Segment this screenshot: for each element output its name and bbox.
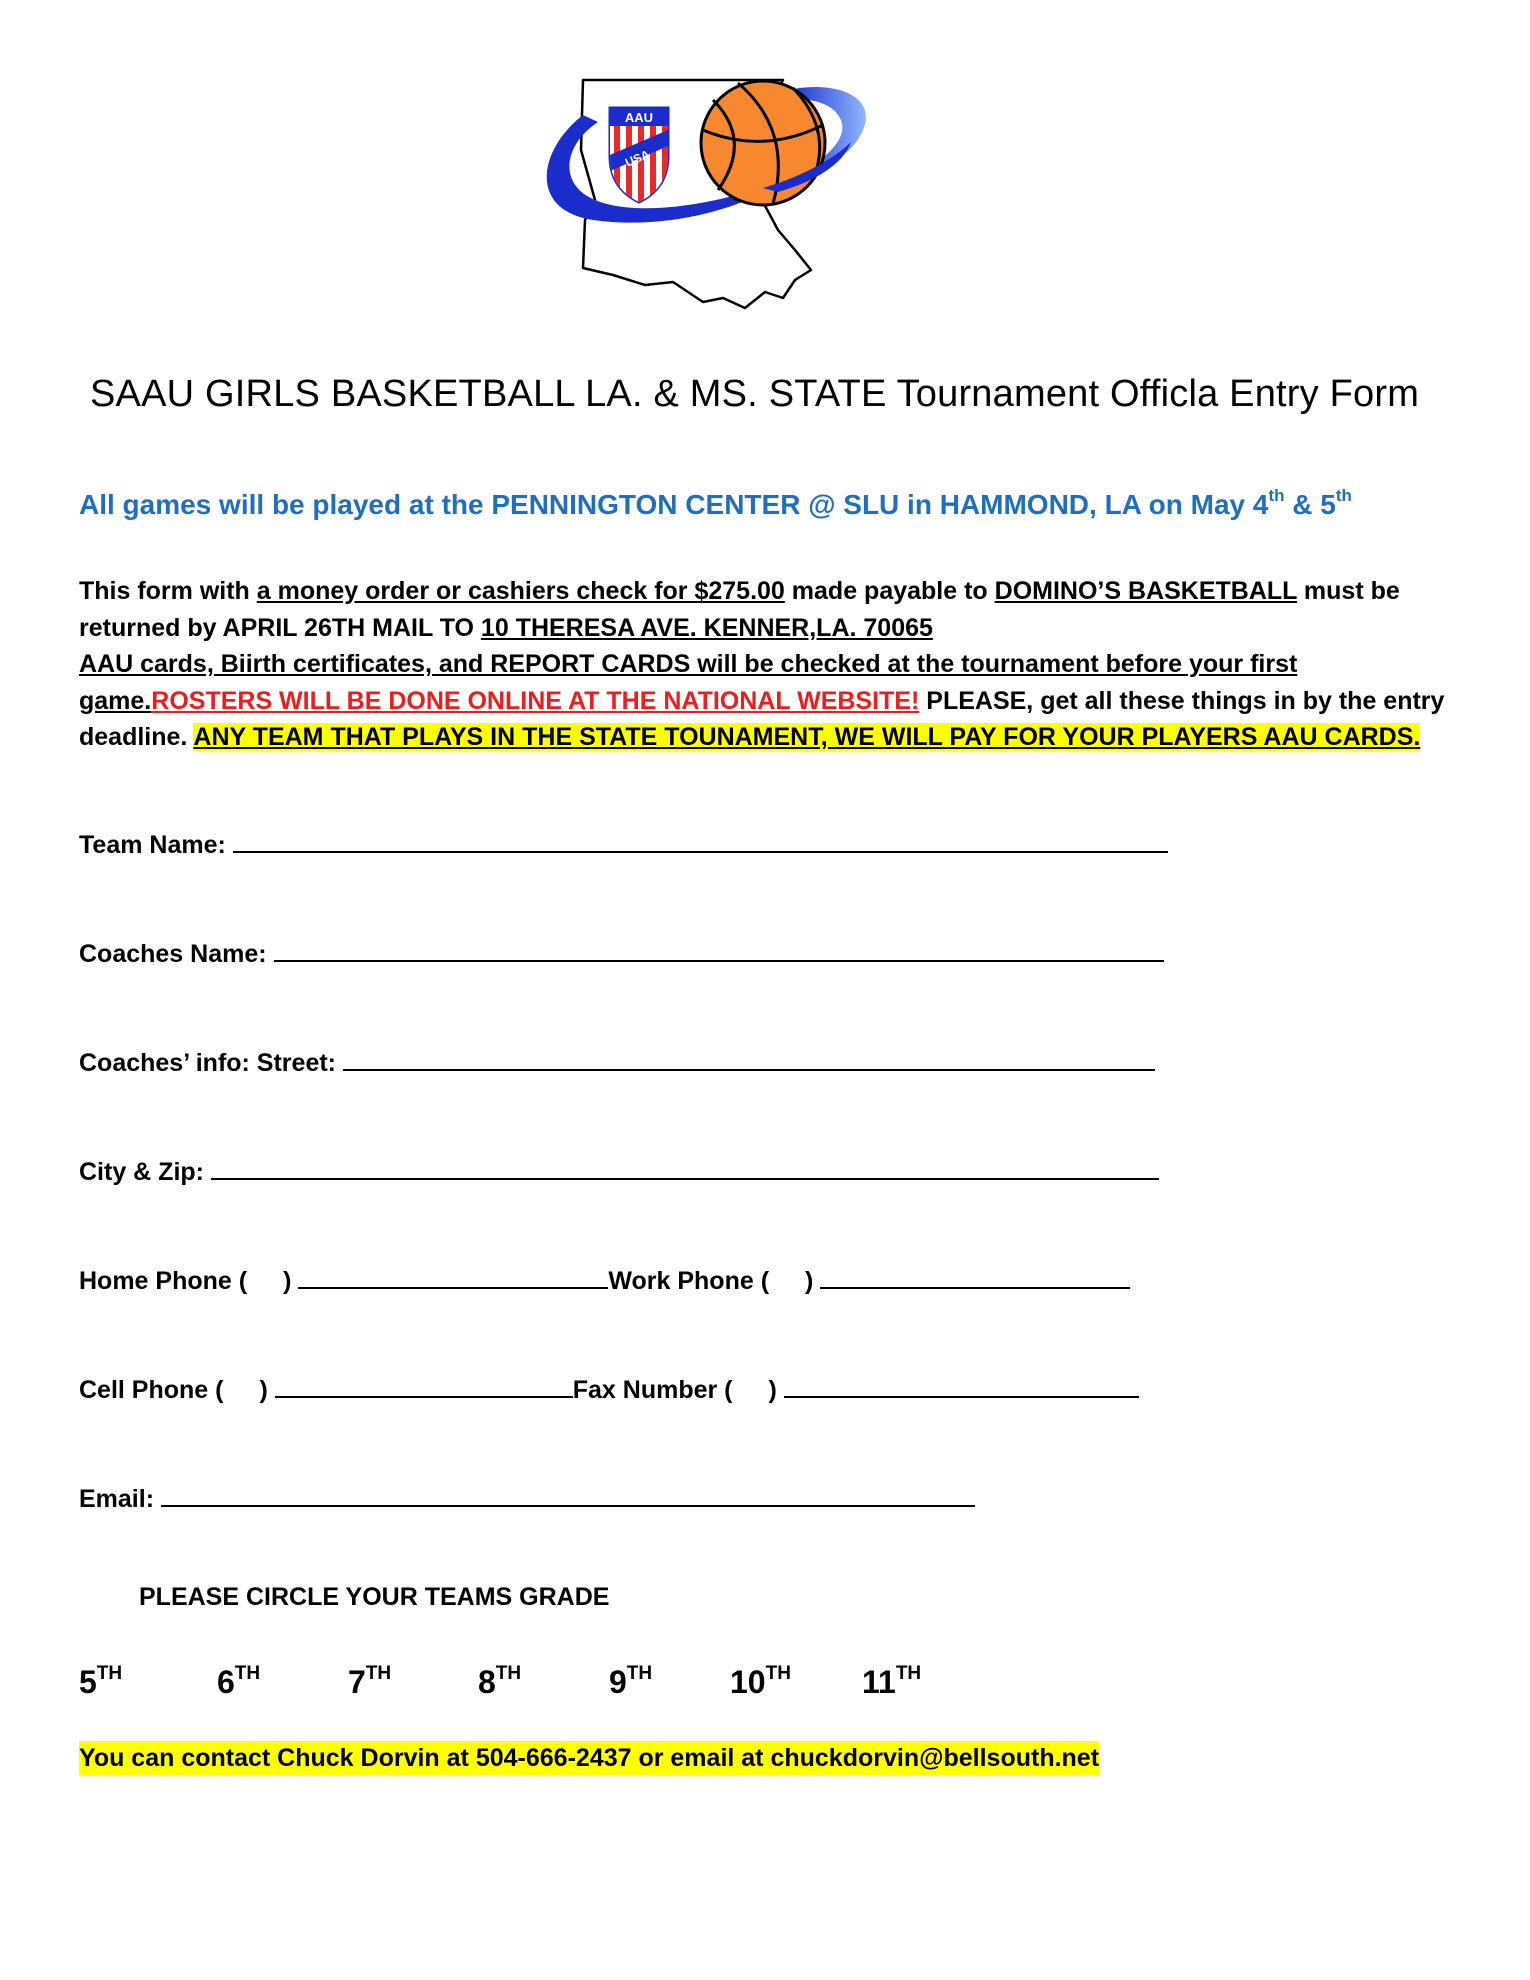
instr-text: This form with <box>79 577 257 605</box>
venue-line <box>79 486 1352 521</box>
email-field <box>79 1483 975 1514</box>
grade-7-option[interactable] <box>348 1664 391 1701</box>
grade-suffix: TH <box>895 1663 922 1684</box>
coaches-name-label: Coaches Name: <box>79 940 267 968</box>
team-name-input-line[interactable] <box>233 829 1168 853</box>
grade-suffix: TH <box>365 1663 392 1684</box>
instr-documents-note: AAU cards, Biirth certificates, and REPORT CARDS will be checked at the tournament before your first game. <box>79 650 1298 715</box>
instr-text: PLEASE, get all these things in by the entry deadline. <box>79 686 1445 751</box>
grade-suffix: TH <box>96 1663 123 1684</box>
grade-5-option[interactable] <box>79 1664 122 1701</box>
work-phone-input-line[interactable] <box>820 1265 1130 1289</box>
cell-fax-row <box>79 1374 1139 1405</box>
close-paren: ) <box>805 1267 814 1295</box>
aau-louisiana-basketball-logo <box>533 70 883 320</box>
coaches-street-label: Coaches’ info: Street: <box>79 1049 336 1077</box>
grade-number: 7 <box>348 1664 366 1700</box>
city-zip-field <box>79 1156 1159 1187</box>
grade-10-option[interactable] <box>730 1664 791 1701</box>
grade-number: 8 <box>478 1664 496 1700</box>
cell-phone-label: Cell Phone ( <box>79 1376 224 1404</box>
svg-text:USA: USA <box>623 146 652 170</box>
instr-payee: DOMINO’S BASKETBALL <box>994 577 1297 605</box>
instr-text: made payable to <box>784 577 995 605</box>
svg-text:AAU: AAU <box>624 110 654 125</box>
city-zip-input-line[interactable] <box>211 1156 1159 1180</box>
venue-and: & 5 <box>1284 489 1336 520</box>
coaches-street-input-line[interactable] <box>343 1047 1155 1071</box>
email-label: Email: <box>79 1485 155 1513</box>
grade-number: 10 <box>730 1664 766 1700</box>
instr-rosters-online-alert: ROSTERS WILL BE DONE ONLINE AT THE NATIONAL WEBSITE! <box>151 686 920 715</box>
cell-phone-input-line[interactable] <box>275 1374 573 1398</box>
close-paren: ) <box>259 1376 268 1404</box>
page-title: SAAU GIRLS BASKETBALL LA. & MS. STATE Tournament Officla Entry Form <box>90 373 1420 415</box>
city-zip-label: City & Zip: <box>79 1158 204 1186</box>
venue-sup-2: th <box>1335 486 1352 505</box>
grade-8-option[interactable] <box>478 1664 521 1701</box>
work-phone-label: Work Phone ( <box>608 1267 770 1295</box>
grade-number: 5 <box>79 1664 97 1700</box>
grade-number: 6 <box>217 1664 235 1700</box>
fax-number-label: Fax Number ( <box>572 1376 733 1404</box>
close-paren: ) <box>283 1267 292 1295</box>
coaches-name-input-line[interactable] <box>274 938 1164 962</box>
grade-6-option[interactable] <box>217 1664 260 1701</box>
contact-info: You can contact Chuck Dorvin at 504-666-2437 or email at chuckdorvin@bellsouth.net <box>79 1741 1099 1775</box>
instructions-block <box>79 573 1469 756</box>
grade-suffix: TH <box>765 1663 791 1684</box>
basketball-icon <box>701 81 825 205</box>
close-paren: ) <box>768 1376 777 1404</box>
grade-9-option[interactable] <box>609 1664 652 1701</box>
email-input-line[interactable] <box>161 1483 975 1507</box>
instr-mail-address: 10 THERESA AVE. KENNER,LA. 70065 <box>480 613 933 642</box>
grade-suffix: TH <box>495 1663 522 1684</box>
grade-suffix: TH <box>234 1663 261 1684</box>
grade-suffix: TH <box>626 1663 653 1684</box>
home-phone-input-line[interactable] <box>298 1265 608 1289</box>
grade-number: 11 <box>862 1664 896 1700</box>
instr-aau-cards-highlight: ANY TEAM THAT PLAYS IN THE STATE TOUNAMENT, WE WILL PAY FOR YOUR PLAYERS AAU CARDS. <box>193 723 1421 751</box>
home-work-phone-row <box>79 1265 1130 1296</box>
instr-payment-method: a money order or cashiers check for $275.00 <box>256 577 785 605</box>
venue-sup-1: th <box>1268 486 1285 505</box>
coaches-street-field <box>79 1047 1155 1078</box>
coaches-name-field <box>79 938 1164 969</box>
instr-text: must be returned by APRIL 26TH MAIL TO <box>79 577 1400 642</box>
grade-instruction: PLEASE CIRCLE YOUR TEAMS GRADE <box>139 1583 610 1611</box>
home-phone-label: Home Phone ( <box>79 1267 248 1295</box>
grade-11-option[interactable] <box>862 1664 921 1701</box>
fax-number-input-line[interactable] <box>784 1374 1139 1398</box>
grade-number: 9 <box>609 1664 627 1700</box>
team-name-field <box>79 829 1168 860</box>
venue-text: All games will be played at the PENNINGTON CENTER @ SLU in HAMMOND, LA on May 4 <box>79 489 1269 520</box>
team-name-label: Team Name: <box>79 831 226 859</box>
